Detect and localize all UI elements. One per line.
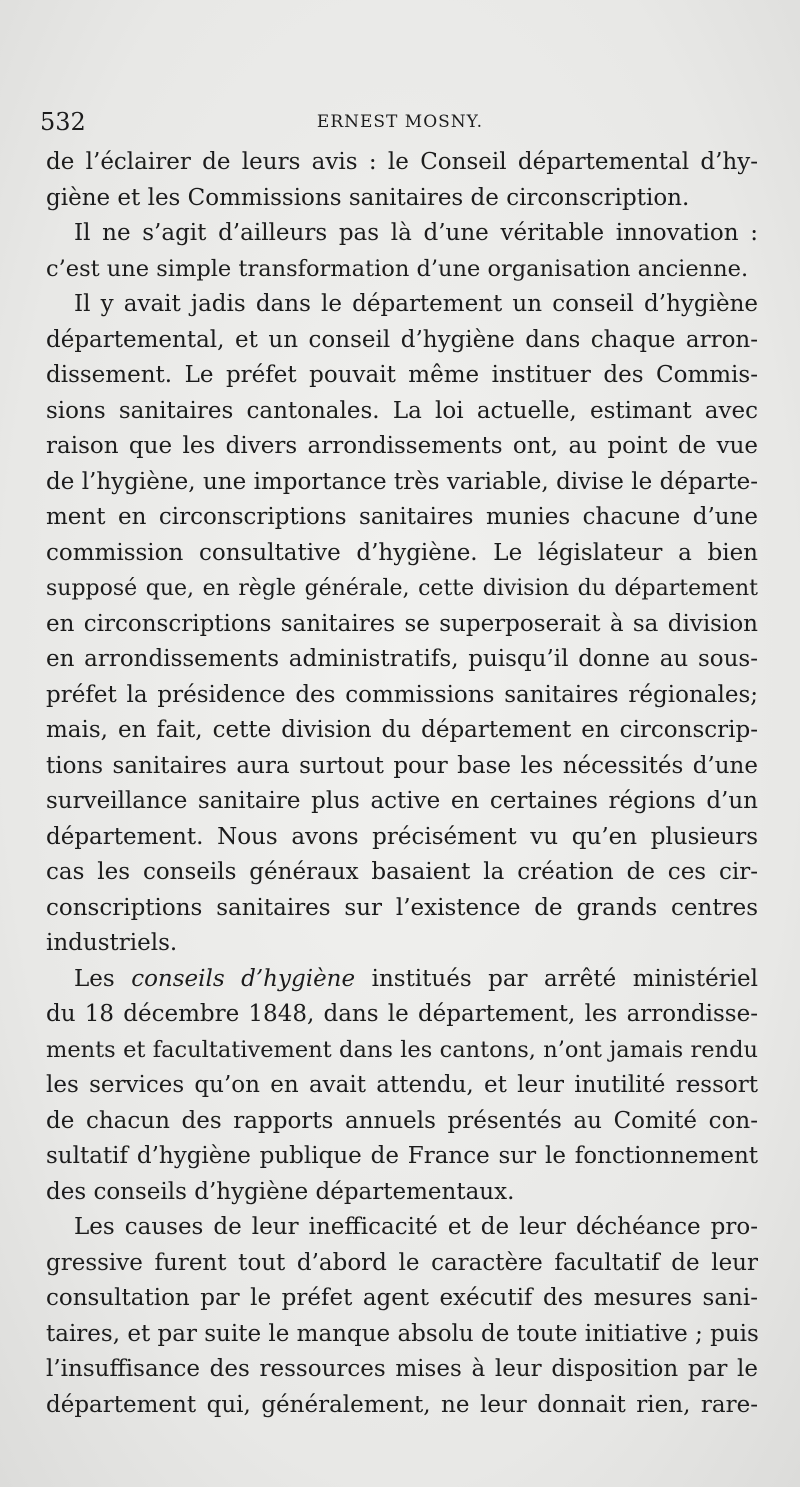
text-line: sultatif d’hygiène publique de France sur le fonctionnement: [46, 1143, 758, 1169]
text-line: conscriptions sanitaires sur l’existence de grands centres: [46, 894, 758, 921]
text-line: en circonscriptions sanitaires se superposerait à sa division: [46, 610, 758, 637]
text-line: du 18 décembre 1848, dans le département, les arrondisse-: [46, 1001, 758, 1027]
text-line: l’insuffisance des ressources mises à leur disposition par le: [46, 1356, 758, 1382]
text-line: industriels.: [46, 930, 178, 956]
text-line: département qui, généralement, ne leur donnait rien, rare-: [46, 1391, 758, 1418]
text-line: mais, en fait, cette division du département en circonscrip-: [46, 717, 758, 743]
text-line: préfet la présidence des commissions sanitaires régionales;: [46, 681, 758, 708]
text-line: département. Nous avons précisément vu qu’en plusieurs: [46, 823, 758, 850]
text-line: Il y avait jadis dans le département un conseil d’hygiène: [74, 291, 758, 317]
text-line: en arrondissements administratifs, puisqu’il donne au sous-: [46, 646, 758, 672]
body-text: [46, 145, 758, 1423]
text-line: supposé que, en règle générale, cette division du département: [46, 576, 758, 601]
page-number: 532: [40, 108, 86, 136]
text-line: ments et facultativement dans les cantons, n’ont jamais rendu: [46, 1036, 758, 1063]
text-line: c’est une simple transformation d’une organisation ancienne.: [46, 255, 749, 282]
page-header: [40, 104, 760, 140]
text-line: de chacun des rapports annuels présentés au Comité con-: [46, 1107, 758, 1134]
text-line: Les causes de leur inefficacité et de leur déchéance pro-: [74, 1214, 758, 1240]
emphasized-term: conseils d’hygiène: [131, 965, 356, 992]
text-line: raison que les divers arrondissements ont, au point de vue: [46, 433, 758, 459]
text-line: de l’éclairer de leurs avis : le Conseil départemental d’hy-: [46, 149, 758, 175]
text-line: tions sanitaires aura surtout pour base les nécessités d’une: [46, 752, 758, 779]
text-segment: institués par arrêté ministériel: [355, 965, 758, 992]
text-line: consultation par le préfet agent exécutif des mesures sani-: [46, 1285, 758, 1311]
text-line: surveillance sanitaire plus active en certaines régions d’un: [46, 788, 758, 814]
text-line: Il ne s’agit d’ailleurs pas là d’une véritable innovation :: [74, 220, 758, 246]
text-line: ment en circonscriptions sanitaires munies chacune d’une: [46, 504, 758, 530]
text-line: dissement. Le préfet pouvait même instituer des Commis-: [46, 362, 758, 388]
text-line: [46, 962, 758, 998]
text-line: gressive furent tout d’abord le caractère facultatif de leur: [46, 1249, 758, 1276]
text-line: taires, et par suite le manque absolu de toute initiative ; puis: [46, 1320, 759, 1347]
text-line: des conseils d’hygiène départementaux.: [46, 1178, 515, 1205]
text-line: les services qu’on en avait attendu, et leur inutilité ressort: [46, 1072, 758, 1098]
text-line: commission consultative d’hygiène. Le législateur a bien: [46, 539, 758, 566]
text-line: cas les conseils généraux basaient la création de ces cir-: [46, 859, 758, 885]
running-head: ERNEST MOSNY.: [316, 112, 484, 132]
text-line: de l’hygiène, une importance très variable, divise le départe-: [46, 468, 758, 495]
text-line: giène et les Commissions sanitaires de circonscription.: [46, 184, 690, 211]
text-segment: Les: [74, 965, 132, 992]
text-line: départemental, et un conseil d’hygiène dans chaque arron-: [46, 326, 758, 353]
text-line: sions sanitaires cantonales. La loi actuelle, estimant avec: [46, 397, 758, 424]
